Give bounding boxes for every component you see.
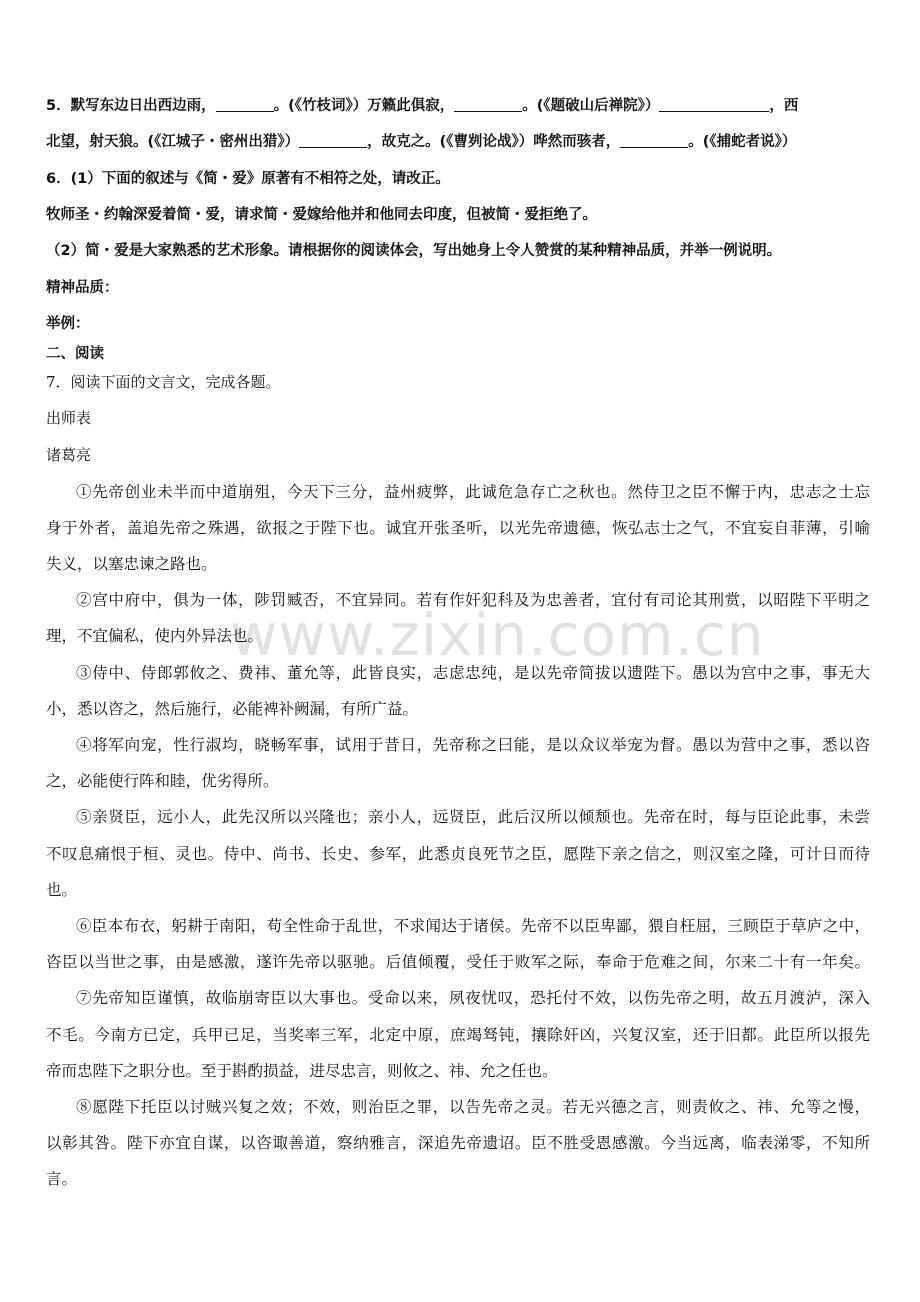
- q6-statement: 牧师圣・约翰深爱着简・爱，请求简・爱嫁给他并和他同去印度，但被简・爱拒绝了。: [46, 207, 597, 223]
- blank-field[interactable]: [659, 95, 769, 112]
- q5-text: 。(《竹枝词》）万籁此俱寂，: [273, 98, 455, 114]
- passage-line: ③侍中、侍郎郭攸之、费祎、董允等，此皆良实，志虑忠纯，是以先帝简拔以遗陛下。愚以为宫中之事，事无大: [76, 664, 870, 682]
- passage-line: ⑤亲贤臣，远小人，此先汉所以兴隆也；亲小人，远贤臣，此后汉所以倾颓也。先帝在时，每与臣论此事，未尝: [76, 808, 870, 826]
- passage-author: 诸葛亮: [46, 446, 92, 464]
- quality-label: 精神品质：: [46, 280, 119, 296]
- example-label: 举例：: [46, 316, 90, 332]
- passage-line: ⑦先帝知臣谨慎，故临崩寄臣以大事也。受命以来，夙夜忧叹，恐托付不效，以伤先帝之明，故五月渡泸，深入: [76, 989, 870, 1007]
- passage-line: 帝而忠陛下之职分也。至于斟酌损益，进尽忠言，则攸之、祎、允之任也。: [46, 1062, 558, 1080]
- blank-field[interactable]: [454, 95, 522, 112]
- passage-line: 理，不宜偏私，使内外异法也。: [46, 627, 264, 645]
- passage-line: 之，必能使行阵和睦，优劣得所。: [46, 772, 279, 790]
- passage-line: ②宫中府中，俱为一体，陟罚臧否，不宜异同。若有作奸犯科及为忠善者，宜付有司论其刑赏，以昭陛下平明之: [76, 591, 870, 609]
- q6-title: 6．(1）下面的叙述与《简・爱》原著有不相符之处，请改正。: [46, 171, 450, 187]
- q5-line-1: [46, 95, 878, 117]
- passage-line: ④将军向宠，性行淑均，晓畅军事，试用于昔日，先帝称之曰能，是以众议举宠为督。愚以为营中之事，悉以咨: [76, 736, 870, 754]
- q5-text: 。(《题破山后禅院》）: [522, 98, 660, 114]
- passage-line: ①先帝创业未半而中道崩殂，今天下三分，益州疲弊，此诚危急存亡之秋也。然侍卫之臣不懈于内，忠志之士忘: [76, 483, 870, 501]
- passage-line: 不叹息痛恨于桓、灵也。侍中、尚书、长史、参军，此悉贞良死节之臣，愿陛下亲之信之，则汉室之隆，可计日而待: [46, 845, 870, 863]
- q5-text: ，故克之。(《曹刿论战》）哗然而骇者，: [367, 134, 621, 150]
- watermark: www.zixin.com.cn: [230, 601, 765, 669]
- passage-line: 言。: [46, 1170, 78, 1188]
- q5-text: 。(《捕蛇者说》）: [688, 134, 797, 150]
- passage-title: 出师表: [46, 409, 92, 427]
- passage-line: 小，悉以咨之，然后施行，必能裨补阙漏，有所广益。: [46, 700, 419, 718]
- section-heading: 二、阅读: [46, 346, 104, 362]
- q5-line-2: [46, 131, 878, 153]
- q5-text: 5．默写东边日出西边雨，: [46, 98, 216, 114]
- passage-line: ⑥臣本布衣，躬耕于南阳，苟全性命于乱世，不求闻达于诸侯。先帝不以臣卑鄙，猥自枉屈，三顾臣于草庐之中，: [76, 917, 870, 935]
- q7-intro: 7．阅读下面的文言文，完成各题。: [46, 373, 281, 391]
- blank-field[interactable]: [299, 131, 367, 148]
- q5-text: ，西: [769, 98, 799, 114]
- passage-line: 身于外者，盖追先帝之殊遇，欲报之于陛下也。诚宜开张圣听，以光先帝遗德，恢弘志士之气，不宜妄自菲薄，引喻: [46, 519, 870, 537]
- q5-text: 北望，射天狼。(《江城子・密州出猎》）: [46, 134, 300, 150]
- blank-field[interactable]: [216, 95, 274, 112]
- passage-line: 失义，以塞忠谏之路也。: [46, 555, 217, 573]
- passage-line: 不毛。今南方已定，兵甲已足，当奖率三军，北定中原，庶竭驽钝，攘除奸凶，兴复汉室，还于旧都。此臣所以报先: [46, 1026, 870, 1044]
- passage-line: 以彰其咎。陛下亦宜自谋，以咨诹善道，察纳雅言，深追先帝遗诏。臣不胜受恩感激。今当远离，临表涕零，不知所: [46, 1134, 870, 1152]
- passage-line: 也。: [46, 881, 78, 899]
- passage-line: 咨臣以当世之事，由是感激，遂许先帝以驱驰。后值倾覆，受任于败军之际，奉命于危难之间，尔来二十有一年矣。: [46, 953, 870, 971]
- blank-field[interactable]: [620, 131, 688, 148]
- passage-line: ⑧愿陛下托臣以讨贼兴复之效；不效，则治臣之罪，以告先帝之灵。若无兴德之言，则责攸之、祎、允等之慢，: [76, 1098, 870, 1116]
- q6-part2: （2）简・爱是大家熟悉的艺术形象。请根据你的阅读体会，写出她身上令人赞赏的某种精神品质，并举一例说明。: [46, 243, 782, 259]
